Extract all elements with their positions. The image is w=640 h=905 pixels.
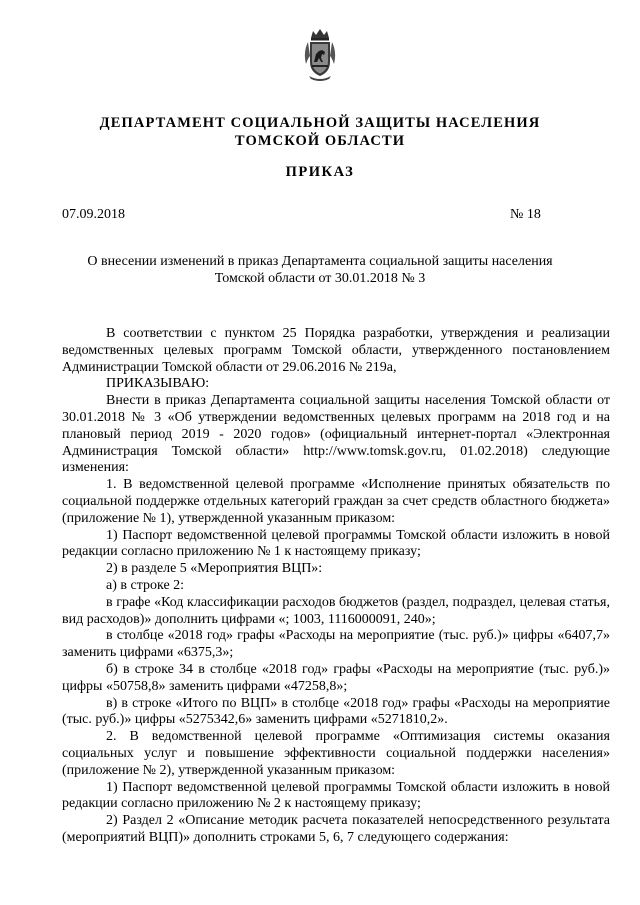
subject-line-2: Томской области от 30.01.2018 № 3 xyxy=(214,271,426,286)
document-type: ПРИКАЗ xyxy=(285,164,355,180)
organization-name-line-2: ТОМСКОЙ ОБЛАСТИ xyxy=(234,133,406,149)
paragraph: 2) Раздел 2 «Описание методик расчета показателей непосредственного результата (мероприятий ВЦП)» дополнить строками 5, 6, 7 следующего содержания: xyxy=(62,813,610,845)
document-date: 07.09.2018 xyxy=(62,207,125,222)
paragraph: в графе «Код классификации расходов бюджетов (раздел, подраздел, целевая статья, вид расходов)» дополнить цифрами «; 1003, 1116000091, 240»; xyxy=(62,594,610,627)
organization-name xyxy=(0,114,640,150)
paragraph: Внести в приказ Департамента социальной защиты населения Томской области от 30.01.2018 № 3 «Об утверждении ведомственных целевых программ на 2018 год и на плановый период 2019 - 2020 годов» (официальный интернет-портал «Электронная Администрация Томской области» http://www.tomsk.gov.ru, 01.02.2018) следующие изменения: xyxy=(62,393,610,476)
subject-line-1: О внесении изменений в приказ Департамента социальной защиты населения xyxy=(87,254,553,269)
paragraph: ПРИКАЗЫВАЮ: xyxy=(106,376,210,392)
paragraph: 2) в разделе 5 «Мероприятия ВЦП»: xyxy=(106,561,323,577)
document-number: № 18 xyxy=(510,207,541,222)
paragraph: в) в строке «Итого по ВЦП» в столбце «2018 год» графы «Расходы на мероприятие (тыс. руб.)» цифры «5275342,6» заменить цифрами «5271810,2». xyxy=(62,695,610,728)
paragraph: 1) Паспорт ведомственной целевой программы Томской области изложить в новой редакции согласно приложению № 2 к настоящему приказу; xyxy=(62,779,610,812)
paragraph: 1) Паспорт ведомственной целевой программы Томской области изложить в новой редакции согласно приложению № 1 к настоящему приказу; xyxy=(62,527,610,560)
paragraph: в столбце «2018 год» графы «Расходы на мероприятие (тыс. руб.)» цифры «6407,7» заменить цифрами «6375,3»; xyxy=(62,628,610,661)
document-body xyxy=(62,326,610,847)
paragraph: 1. В ведомственной целевой программе «Исполнение принятых обязательств по социальной поддержке отдельных категорий граждан за счет средств областного бюджета» (приложение № 1), утвержденной указанным приказом: xyxy=(62,477,610,526)
paragraph: 2. В ведомственной целевой программе «Оптимизация системы оказания социальных услуг и повышение эффективности социальной поддержки населения» (приложение № 2), утвержденной указанным приказом: xyxy=(62,729,610,778)
paragraph: В соответствии с пунктом 25 Порядка разработки, утверждения и реализации ведомственных целевых программ Томской области, утвержденного постановлением Администрации Томской области от 29.06.2016 № 219а, xyxy=(62,326,610,375)
paragraph: б) в строке 34 в столбце «2018 год» графы «Расходы на мероприятие (тыс. руб.)» цифры «50758,8» заменить цифрами «47258,8»; xyxy=(62,661,610,694)
organization-name-line-1: ДЕПАРТАМЕНТ СОЦИАЛЬНОЙ ЗАЩИТЫ НАСЕЛЕНИЯ xyxy=(99,115,541,131)
paragraph: а) в строке 2: xyxy=(106,577,185,593)
coat-of-arms-icon xyxy=(302,28,338,82)
document-subject xyxy=(0,253,640,287)
